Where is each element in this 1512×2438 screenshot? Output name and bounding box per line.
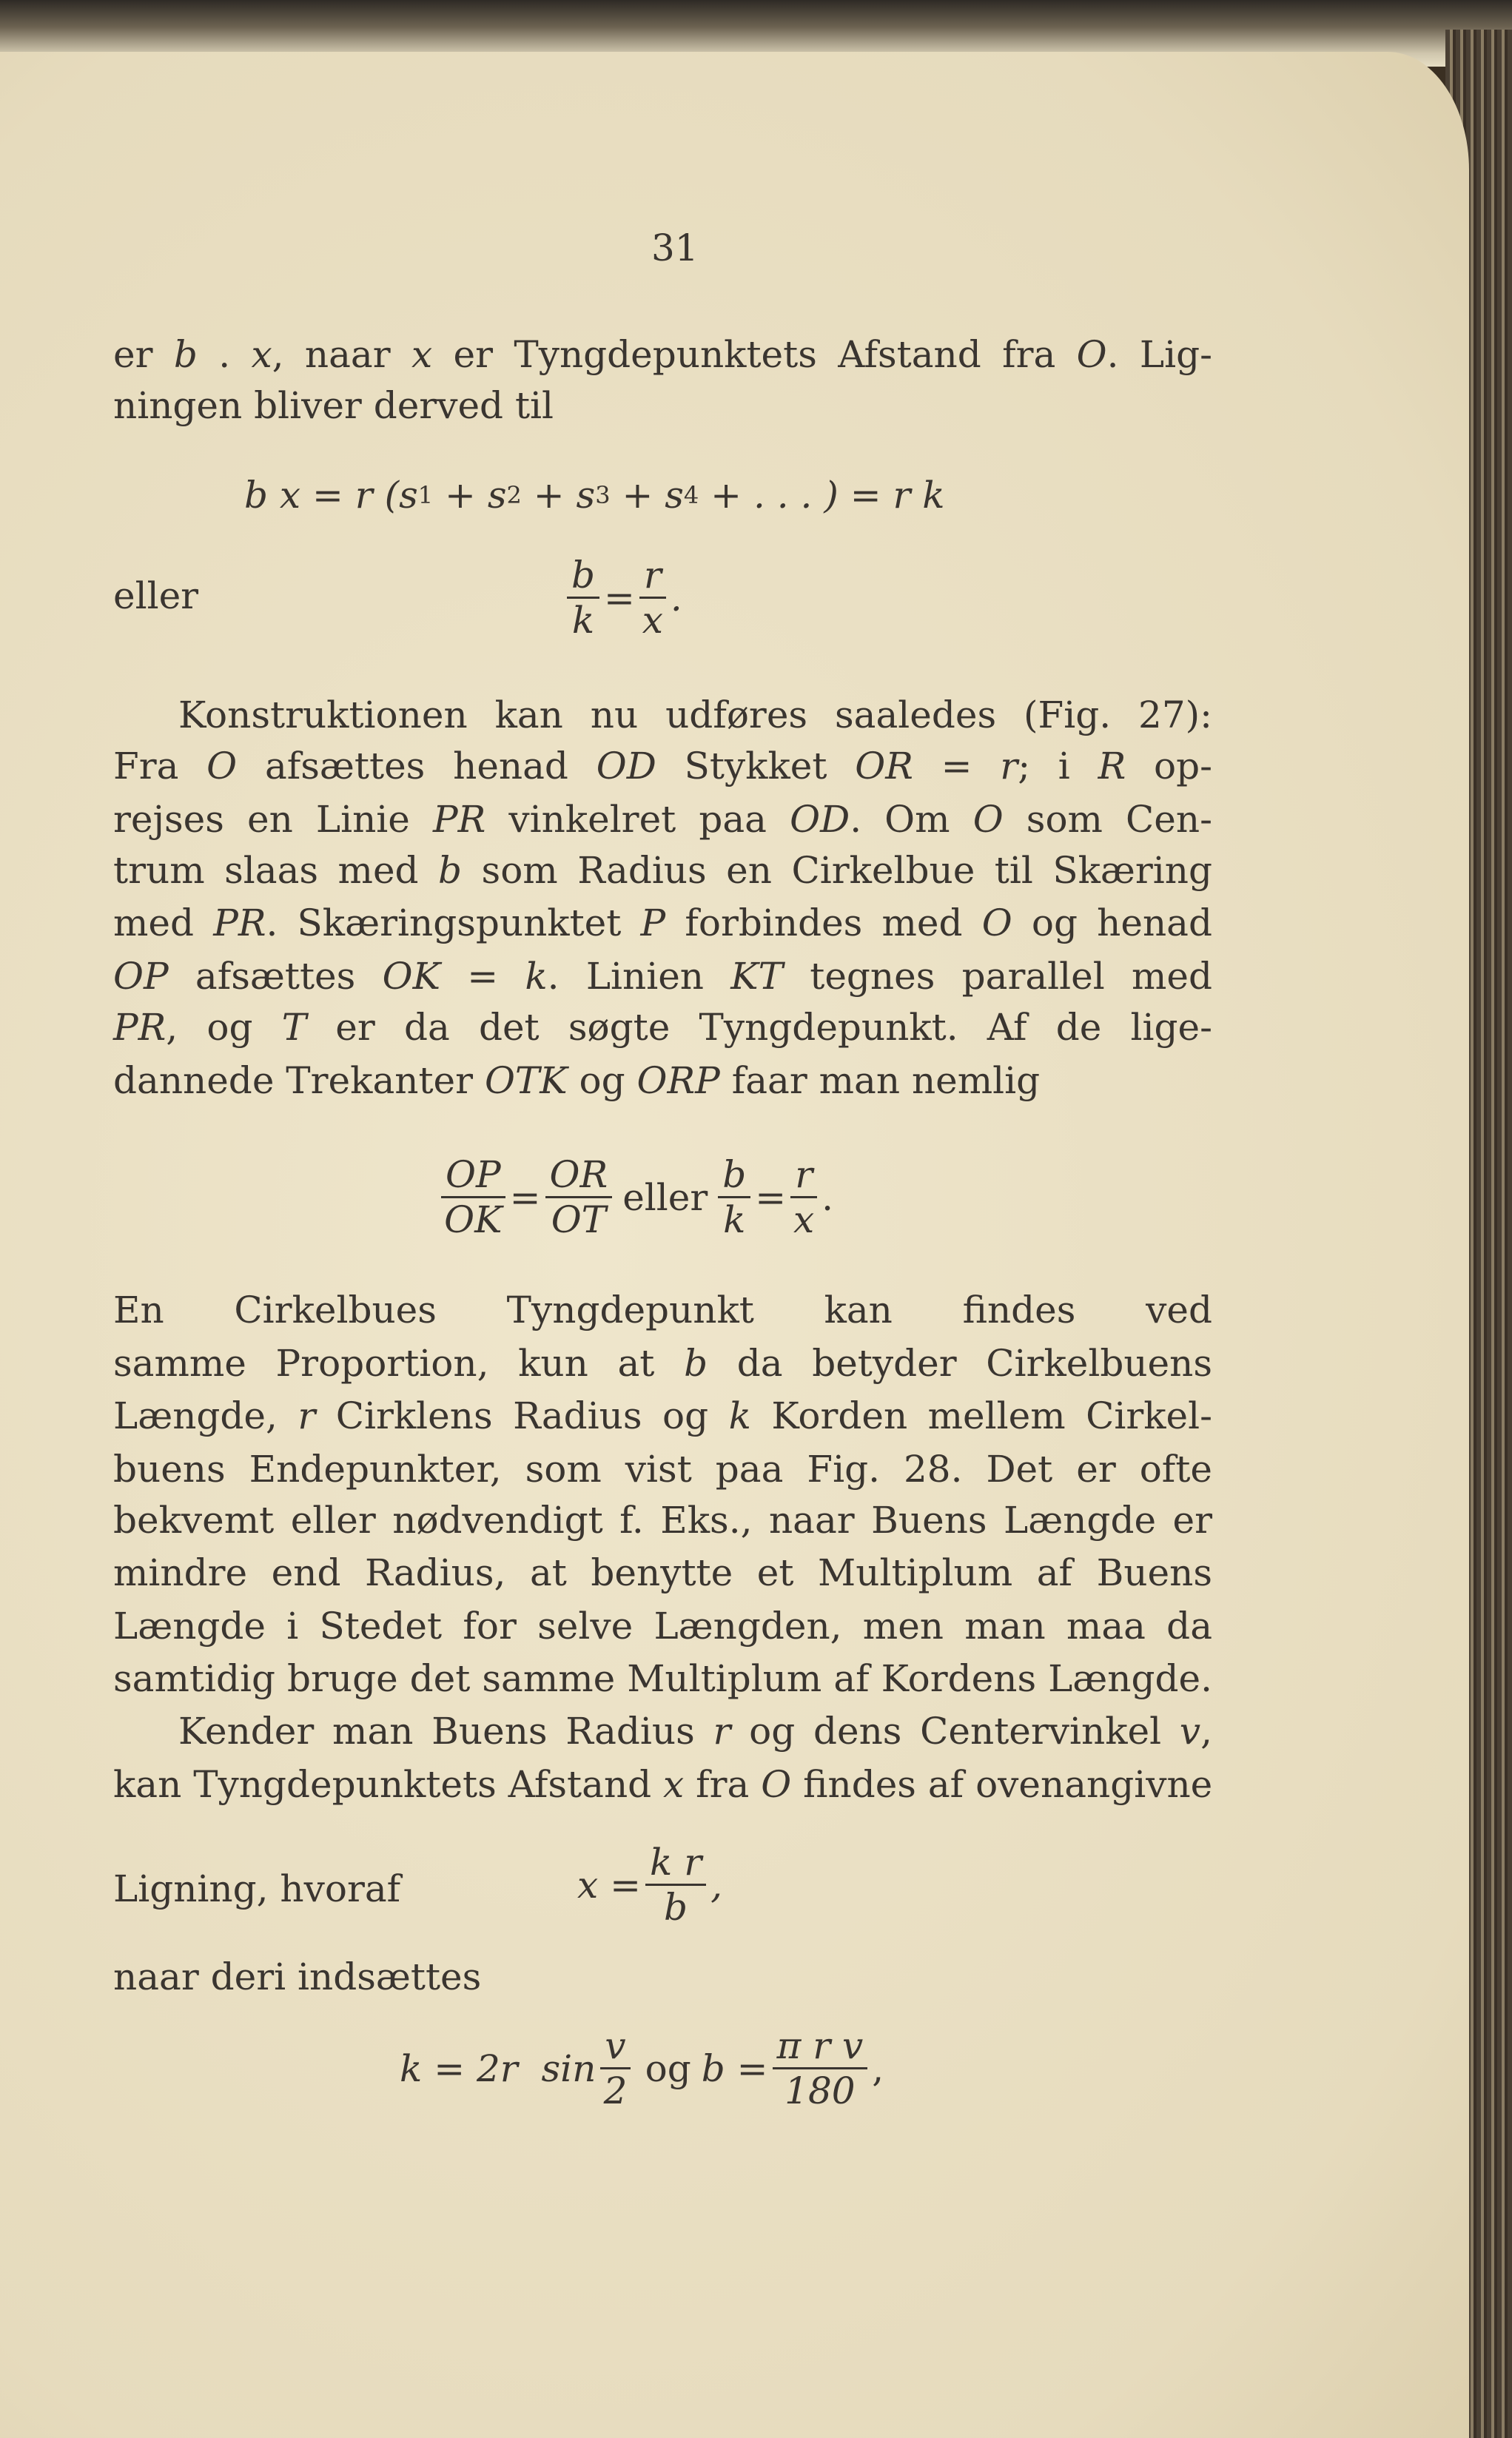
text-span: Ligning, hvoraf (113, 1867, 401, 1910)
text-line (113, 1604, 1212, 1648)
text-span: samme Proportion, kun at (113, 1342, 685, 1385)
eq-index: 2 (506, 481, 522, 509)
text-span: Korden mellem Cirkel- (750, 1394, 1212, 1437)
eq-index: 3 (595, 481, 611, 509)
eq-lhs: k = 2r sin (400, 2046, 597, 2090)
text-line (113, 1955, 1212, 1999)
math-symbol: OTK (484, 1059, 568, 1102)
text-span: ningen bliver derved til (113, 384, 554, 427)
math-symbol: O (981, 901, 1012, 944)
text-line (113, 1394, 1212, 1438)
text-line (113, 1288, 1212, 1332)
period: . (670, 576, 682, 619)
text-span: . Linien (547, 955, 731, 998)
text-line (113, 1058, 1212, 1103)
math-symbol: r (713, 1710, 731, 1753)
text-span: med (113, 901, 214, 944)
text-line (178, 1709, 1212, 1753)
numerator: OR (545, 1153, 613, 1198)
eq-plus: + (521, 474, 577, 517)
numerator: r (790, 1153, 817, 1198)
comma: , (710, 1863, 722, 1907)
denominator: OT (551, 1198, 607, 1241)
text-line (113, 954, 1212, 998)
text-line (113, 1762, 1212, 1807)
eq-index: 4 (683, 481, 699, 509)
text-span: Længde, (113, 1394, 298, 1437)
math-symbol: PR (113, 1006, 167, 1049)
math-symbol: T (281, 1006, 307, 1049)
eq-b: b = (701, 2046, 768, 2090)
math-symbol: O (1076, 333, 1107, 376)
denominator: OK (444, 1198, 503, 1241)
math-symbol: KT (730, 955, 783, 998)
text-span: Kender man Buens Radius (178, 1710, 713, 1753)
text-span: , og (166, 1006, 282, 1049)
text-line (113, 797, 1212, 842)
eller-text: eller (622, 1175, 708, 1219)
text-line (113, 1005, 1212, 1050)
math-symbol: R (1098, 745, 1126, 788)
text-line (113, 1498, 1212, 1542)
text-span: som Radius en Cirkelbue til Skæring (462, 849, 1212, 892)
math-symbol: OD (790, 798, 850, 841)
text-span: tegnes parallel med (782, 955, 1212, 998)
math-symbol: ORP (636, 1059, 720, 1102)
equation-ratio (562, 554, 682, 642)
equals: = (604, 576, 635, 619)
text-span: = (913, 745, 1001, 788)
text-span: . Lig- (1106, 333, 1213, 376)
numerator: b (567, 554, 599, 599)
eq-plus: + (610, 474, 665, 517)
text-span: er Tyngdepunktets Afstand fra (432, 333, 1077, 376)
text-span: samtidig bruge det samme Multiplum af Kordens Længde. (113, 1657, 1212, 1700)
text-span: er da det søgte Tyngdepunkt. Af de lige- (306, 1006, 1212, 1049)
text-span: bekvemt eller nødvendigt f. Eks., naar Buens Længde er (113, 1499, 1212, 1542)
text-span: og (567, 1059, 637, 1102)
math-symbol: r (298, 1394, 316, 1437)
text-span: faar man nemlig (719, 1059, 1041, 1102)
eq-term: s (399, 474, 418, 517)
denominator: x (642, 599, 663, 642)
eq-term: s (665, 474, 684, 517)
denominator: 180 (784, 2069, 856, 2112)
page-number: 31 (651, 226, 699, 269)
equation-sum (244, 474, 945, 517)
math-symbol: OP (113, 955, 169, 998)
math-symbol: O (761, 1763, 792, 1806)
text-line (113, 1551, 1212, 1595)
math-symbol: P (640, 901, 666, 944)
text-line (113, 332, 1212, 377)
math-symbol: b (684, 1342, 708, 1385)
math-symbol: v (1179, 1710, 1201, 1753)
text-span: Cirklens Radius og (315, 1394, 729, 1437)
text-line (113, 1447, 1212, 1491)
math-symbol: PR (432, 798, 486, 841)
eller-label (113, 574, 198, 617)
denominator: b (664, 1886, 688, 1929)
text-span: , naar (272, 333, 411, 376)
text-span: som Cen- (1003, 798, 1212, 841)
denominator: 2 (603, 2069, 628, 2112)
text-line (113, 383, 1212, 428)
eq-term: s (576, 474, 596, 517)
text-span: er (113, 333, 174, 376)
math-symbol: PR (213, 901, 266, 944)
eq-plus: + (433, 474, 488, 517)
text-span: op- (1126, 745, 1212, 788)
text-span: findes af ovenangivne (791, 1763, 1213, 1806)
text-line (178, 693, 1212, 737)
text-span: mindre end Radius, at benytte et Multiplum af Buens (113, 1551, 1212, 1594)
numerator: OP (441, 1153, 505, 1198)
equals: = (755, 1175, 787, 1219)
equation-k-b (400, 2024, 884, 2112)
eller-text: eller (113, 574, 199, 617)
og-text: og (645, 2046, 691, 2090)
text-span: afsættes (168, 955, 383, 998)
eq-index: 1 (417, 481, 434, 509)
math-symbol: b (438, 849, 463, 892)
text-span: vinkelret paa (485, 798, 790, 841)
denominator: k (723, 1198, 746, 1241)
text-span: naar deri indsættes (113, 1955, 482, 1998)
math-symbol: x (663, 1763, 685, 1806)
math-symbol: b (173, 333, 198, 376)
math-symbol: OK (382, 955, 440, 998)
math-symbol: x (411, 333, 433, 376)
math-symbol: k (728, 1394, 751, 1437)
text-span: og dens Centervinkel (730, 1710, 1180, 1753)
text-span: Konstruktionen kan nu udføres saaledes (Fig. 27): (178, 694, 1212, 736)
text-line (113, 1656, 1212, 1701)
math-symbol: k (525, 955, 548, 998)
text-span: . Om (850, 798, 973, 841)
comma: , (872, 2046, 884, 2090)
equation-x (577, 1841, 722, 1929)
eq-tail: + . . . ) = r k (699, 474, 945, 517)
text-span: Stykket (656, 745, 856, 788)
text-line (113, 1341, 1212, 1386)
text-span: Fra (113, 745, 207, 788)
text-span: ; i (1018, 745, 1098, 788)
eq-term: s (487, 474, 507, 517)
text-span: trum slaas med (113, 849, 439, 892)
text-span: , (1200, 1710, 1212, 1753)
text-line (113, 848, 1212, 893)
text-span: . (197, 333, 252, 376)
numerator: b (718, 1153, 750, 1198)
math-symbol: OR (855, 745, 913, 788)
equation-triangles (437, 1153, 833, 1241)
denominator: x (793, 1198, 815, 1241)
eq-lhs: b x = r ( (244, 474, 400, 517)
text-span: kan Tyngdepunktets Afstand (113, 1763, 664, 1806)
numerator: v (600, 2024, 630, 2069)
math-symbol: O (206, 745, 238, 788)
text-span: og henad (1012, 901, 1212, 944)
text-span: buens Endepunkter, som vist paa Fig. 28. Det er ofte (113, 1448, 1212, 1491)
numerator: k r (645, 1841, 706, 1886)
text-span: dannede Trekanter (113, 1059, 485, 1102)
math-symbol: r (1000, 745, 1018, 788)
equals: = (509, 1175, 541, 1219)
text-span: forbindes med (665, 901, 982, 944)
text-span: afsættes henad (237, 745, 597, 788)
denominator: k (571, 599, 595, 642)
text-span: da betyder Cirkelbuens (708, 1342, 1212, 1385)
text-span: En Cirkelbues Tyngdepunkt kan findes ved (113, 1289, 1212, 1332)
math-symbol: x (251, 333, 272, 376)
text-span: . Skæringspunktet (266, 901, 641, 944)
text-span: = (440, 955, 525, 998)
text-span: rejses en Linie (113, 798, 433, 841)
eq-lhs: x = (577, 1863, 641, 1907)
text-line (113, 744, 1212, 788)
math-symbol: OD (596, 745, 656, 788)
numerator: r (639, 554, 666, 599)
text-line (113, 901, 1212, 945)
numerator: π r v (773, 2024, 868, 2069)
text-span: Længde i Stedet for selve Længden, men man maa da (113, 1605, 1212, 1648)
math-symbol: O (972, 798, 1004, 841)
period: . (821, 1175, 833, 1219)
text-span: fra (684, 1763, 762, 1806)
